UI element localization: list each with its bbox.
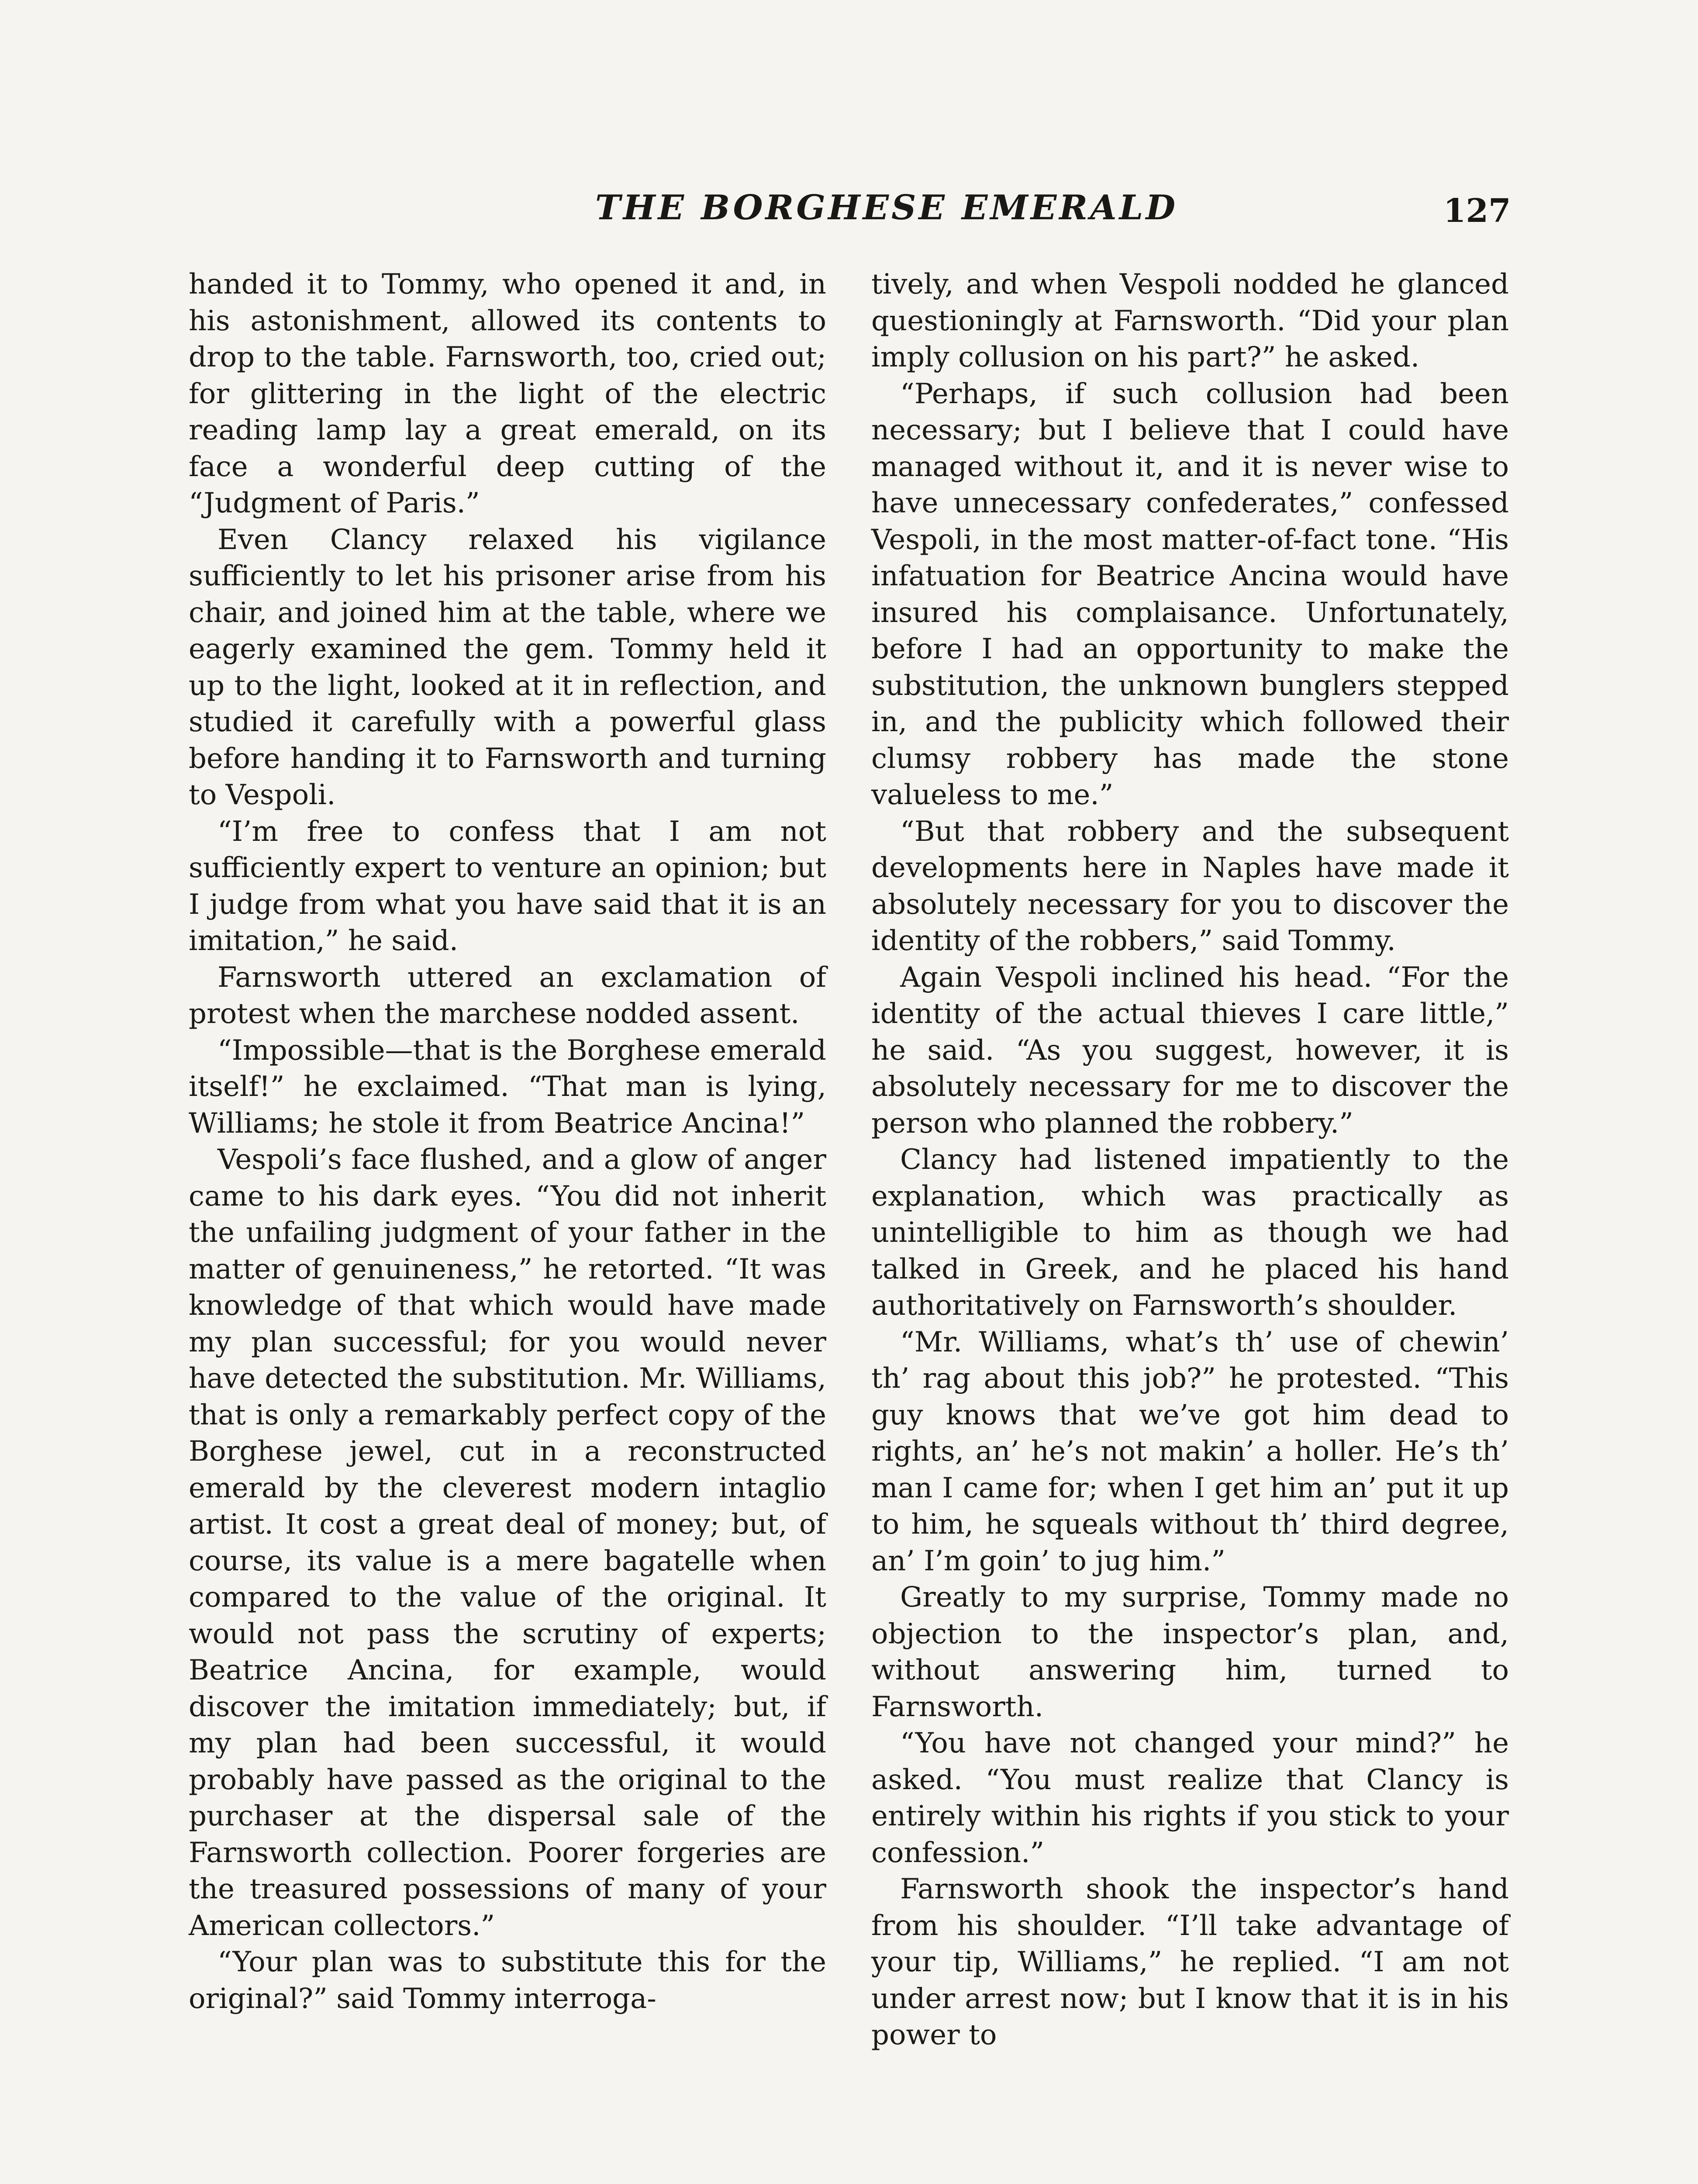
- paragraph: handed it to Tommy, who opened it and, in his astonishment, allowed its contents to drop to the table. Farnsworth, too, cried out; for glittering in the light of the electric reading lamp lay a great emerald, on its face a wonderful deep cutting of the “Judgment of Paris.”: [189, 268, 826, 519]
- left-column: [189, 266, 826, 2017]
- page-number: 127: [1443, 192, 1511, 230]
- paragraph: “You have not changed your mind?” he asked. “You must realize that Clancy is entirely within his rights if you stick to your confession.”: [871, 1727, 1509, 1869]
- paragraph: Farnsworth shook the inspector’s hand from his shoulder. “I’ll take advantage of your tip, Williams,” he replied. “I am not under arrest now; but I know that it is in his power to: [871, 1873, 1509, 2051]
- paragraph: Even Clancy relaxed his vigilance sufficiently to let his prisoner arise from his chair, and joined him at the table, where we eagerly examined the gem. Tommy held it up to the light, looked at it in reflection, and studied it carefully with a powerful glass before handing it to Farnsworth and turning to Vespoli.: [189, 523, 826, 811]
- paragraph: “But that robbery and the subsequent developments here in Naples have made it absolutely necessary for you to discover the identity of the robbers,” said Tommy.: [871, 815, 1509, 957]
- paragraph: tively, and when Vespoli nodded he glanced questioningly at Farnsworth. “Did your plan imply collusion on his part?” he asked.: [871, 268, 1509, 373]
- paragraph: Farnsworth uttered an exclamation of protest when the marchese nodded assent.: [189, 961, 826, 1030]
- paragraph: Clancy had listened impatiently to the explanation, which was practically as unintelligible to him as though we had talked in Greek, and he placed his hand authoritatively on Farnsworth’s shoulder.: [871, 1144, 1509, 1322]
- paragraph: “I’m free to confess that I am not sufficiently expert to venture an opinion; but I judge from what you have said that it is an imitation,” he said.: [189, 815, 826, 957]
- paragraph: “Your plan was to substitute this for the original?” said Tommy interroga-: [189, 1946, 826, 2015]
- paragraph: Again Vespoli inclined his head. “For the identity of the actual thieves I care little,” he said. “As you suggest, however, it is absolutely necessary for me to discover the person who planned the robbery.”: [871, 961, 1509, 1140]
- paragraph: Vespoli’s face flushed, and a glow of anger came to his dark eyes. “You did not inherit the unfailing judgment of your father in the matter of genuineness,” he retorted. “It was knowledge of that which would have made my plan successful; for you would never have detected the substitution. Mr. Williams, that is only a remarkably perfect copy of the Borghese jewel, cut in a reconstructed emerald by the cleverest modern intaglio artist. It cost a great deal of money; but, of course, its value is a mere bagatelle when compared to the value of the original. It would not pass the scrutiny of experts; Beatrice Ancina, for example, would discover the imitation immediately; but, if my plan had been successful, it would probably have passed as the original to the purchaser at the dispersal sale of the Farnsworth collection. Poorer forgeries are the treasured possessions of many of your American collectors.”: [189, 1144, 826, 1942]
- paragraph: “Mr. Williams, what’s th’ use of chewin’ th’ rag about this job?” he protested. “This guy knows that we’ve got him dead to rights, an’ he’s not makin’ a holler. He’s th’ man I came for; when I get him an’ put it up to him, he squeals without th’ third degree, an’ I’m goin’ to jug him.”: [871, 1326, 1509, 1577]
- right-column: [871, 266, 1509, 2054]
- running-title: THE BORGHESE EMERALD: [595, 188, 1178, 228]
- paragraph: “Impossible—that is the Borghese emerald itself!” he exclaimed. “That man is lying, Williams; he stole it from Beatrice Ancina!”: [189, 1034, 826, 1140]
- paragraph: Greatly to my surprise, Tommy made no objection to the inspector’s plan, and, without answering him, turned to Farnsworth.: [871, 1581, 1509, 1723]
- paragraph: “Perhaps, if such collusion had been necessary; but I believe that I could have managed without it, and it is never wise to have unnecessary confederates,” confessed Vespoli, in the most matter-of-fact tone. “His infatuation for Beatrice Ancina would have insured his complaisance. Unfortunately, before I had an opportunity to make the substitution, the unknown bunglers stepped in, and the publicity which followed their clumsy robbery has made the stone valueless to me.”: [871, 377, 1509, 811]
